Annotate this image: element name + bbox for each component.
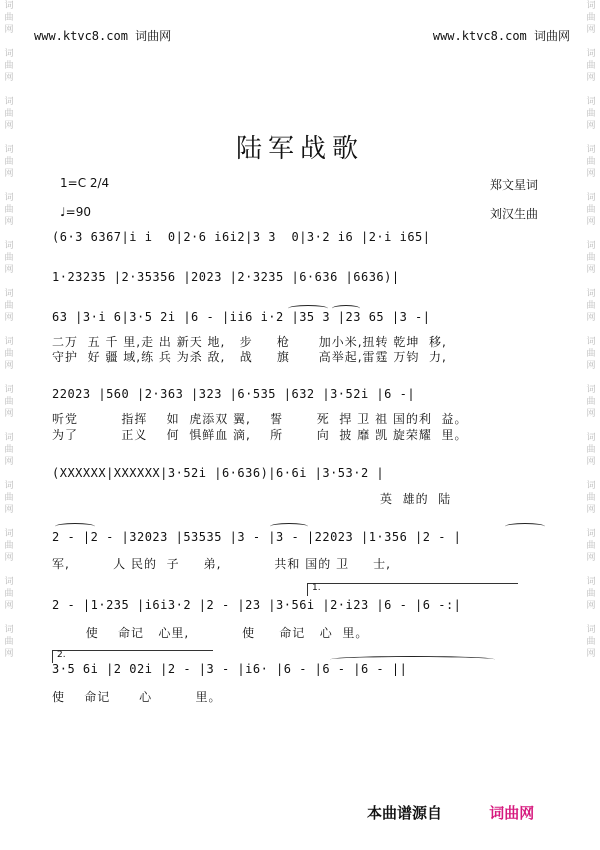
watermark-text: 词 曲 网: [4, 529, 14, 563]
second-ending-label: 2.: [57, 650, 66, 660]
notation-line-5: (XXXXXX|XXXXXX|3·52i |6·636)|6·6i |3·53·2 |: [52, 466, 385, 480]
watermark-text: 词 曲 网: [586, 97, 596, 131]
watermark-text: 词 曲 网: [586, 289, 596, 323]
watermark-text: 词 曲 网: [4, 193, 14, 227]
lyric-line-6: 军, 人 民的 子 弟, 共和 国的 卫 士,: [52, 557, 391, 571]
watermark-text: 词 曲 网: [4, 433, 14, 467]
notation-line-7: 2 - |1·235 |i6i3·2 |2 - |23 |3·56i |2·i23 |6 - |6 -:|: [52, 598, 462, 612]
composer-credit: 刘汉生曲: [489, 207, 538, 221]
tie-mark: [270, 523, 308, 530]
lyric-line-8: 使 命记 心 里。: [52, 690, 222, 704]
watermark-text: 词 曲 网: [586, 433, 596, 467]
watermark-text: 词 曲 网: [4, 481, 14, 515]
watermark-text: 词 曲 网: [586, 193, 596, 227]
first-ending-label: 1.: [312, 583, 321, 593]
footer-source: [367, 802, 534, 823]
watermark-text: 词 曲 网: [4, 241, 14, 275]
notation-line-6: 2 - |2 - |32023 |53535 |3 - |3 - |22023 |1·356 |2 - |: [52, 530, 462, 544]
lyric-line-3-verse-1: 二万 五 千 里,走 出 新天 地, 步 枪 加小米,扭转 乾坤 移,: [52, 335, 447, 349]
tie-mark: [55, 523, 95, 530]
watermark-text: 词 曲 网: [586, 385, 596, 419]
watermark-text: 词 曲 网: [586, 529, 596, 563]
notation-line-2: 1·23235 |2·35356 |2023 |2·3235 |6·636 |6636)|: [52, 270, 400, 284]
notation-line-3: 63 |3·i 6|3·5 2i |6 - |ii6 i·2 |35 3 |23 65 |3 -|: [52, 310, 431, 324]
lyric-line-4-verse-1: 听党 指挥 如 虎添双 翼, 誓 死 捍 卫 祖 国的利 益。: [52, 412, 468, 426]
lyricist-credit: 郑文星词: [489, 178, 538, 192]
lyric-line-7: 使 命记 心里, 使 命记 心 里。: [52, 626, 369, 640]
watermark-text: 词 曲 网: [4, 337, 14, 371]
lyric-line-4-verse-2: 为了 正义 何 惧鲜血 滴, 所 向 披 靡 凯 旋荣耀 里。: [52, 428, 468, 442]
watermark-text: 词 曲 网: [586, 337, 596, 371]
tempo-marking: ♩=90: [60, 205, 91, 219]
header-site-left[interactable]: www.ktvc8.com 词曲网: [34, 29, 172, 43]
brand-link[interactable]: 词曲网: [489, 804, 535, 822]
lyric-line-3-verse-2: 守护 好 疆 域,练 兵 为杀 敌, 战 旗 高举起,雷霆 万钧 力,: [52, 350, 447, 364]
watermark-text: 词 曲 网: [586, 625, 596, 659]
watermark-text: 词 曲 网: [586, 577, 596, 611]
notation-line-8: 3·5 6i |2 02i |2 - |3 - |i6· |6 - |6 - |6 - ||: [52, 662, 408, 676]
watermark-text: 词 曲 网: [586, 481, 596, 515]
watermark-text: 词 曲 网: [4, 625, 14, 659]
notation-line-1: (6·3 6367|i i 0|2·6 i6i2|3 3 0|3·2 i6 |2·i i65|: [52, 230, 431, 244]
watermark-text: 词 曲 网: [586, 1, 596, 35]
watermark-text: 词 曲 网: [4, 1, 14, 35]
watermark-text: 词 曲 网: [586, 241, 596, 275]
header-site-right[interactable]: www.ktvc8.com 词曲网: [432, 29, 570, 43]
key-signature: 1=C 2/4: [60, 176, 110, 190]
source-label: 本曲谱源自: [367, 804, 443, 822]
watermark-text: 词 曲 网: [4, 385, 14, 419]
watermark-text: 词 曲 网: [4, 577, 14, 611]
watermark-text: 词 曲 网: [4, 145, 14, 179]
first-ending-bracket: [307, 583, 518, 596]
lyric-line-5: 英 雄的 陆: [380, 492, 452, 506]
song-title: 陆军战歌: [235, 134, 364, 164]
watermark-text: 词 曲 网: [4, 49, 14, 83]
notation-line-4: 22023 |560 |2·363 |323 |6·535 |632 |3·52i |6 -|: [52, 387, 416, 401]
watermark-text: 词 曲 网: [586, 49, 596, 83]
tie-mark: [505, 523, 545, 530]
watermark-text: 词 曲 网: [4, 289, 14, 323]
watermark-text: 词 曲 网: [586, 145, 596, 179]
watermark-text: 词 曲 网: [4, 97, 14, 131]
